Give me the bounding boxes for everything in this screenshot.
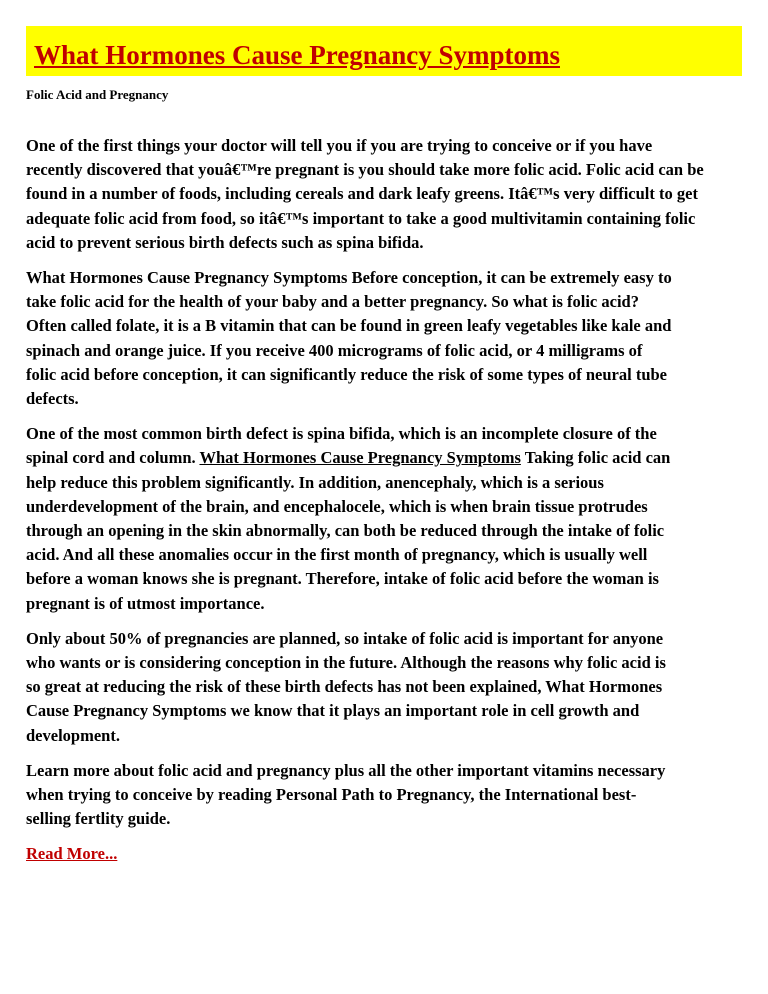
paragraph-5 [26,759,766,832]
text-line: defects. [26,389,79,409]
text-line: Only about 50% of pregnancies are planned, so intake of folic acid is important for anyone [26,628,664,648]
text-line: folic acid before conception, it can significantly reduce the risk of some types of neural tube [26,364,667,384]
text-line: selling fertlity guide. [26,809,171,829]
text-line: help reduce this problem significantly. In addition, anencephaly, which is a serious [26,472,604,492]
paragraph-3 [26,422,766,616]
text-line: found in a number of foods, including cereals and dark leafy greens. Itâ€™s very difficult to get [26,184,698,204]
text-line: Often called folate, it is a B vitamin that can be found in green leafy vegetables like kale and [26,316,672,336]
text-line: underdevelopment of the brain, and encephalocele, which is when brain tissue protrudes [26,496,648,516]
text-line: recently discovered that youâ€™re pregnant is you should take more folic acid. Folic acid can be [26,160,704,180]
text-line: development. [26,725,120,745]
text-line: when trying to conceive by reading Personal Path to Pregnancy, the International best- [26,785,637,805]
text-line-with-link [26,446,766,470]
text-line: take folic acid for the health of your baby and a better pregnancy. So what is folic acid? [26,292,639,312]
text-line: so great at reducing the risk of these birth defects has not been explained, What Hormones [26,677,663,697]
paragraph-1 [26,134,766,255]
text-segment: Taking folic acid can [520,448,671,468]
text-line: One of the first things your doctor will tell you if you are trying to conceive or if you have [26,136,653,155]
text-line: spinach and orange juice. If you receive 400 micrograms of folic acid, or 4 milligrams of [26,340,643,360]
inline-title-link[interactable]: What Hormones Cause Pregnancy Symptoms [199,448,521,468]
text-line: who wants or is considering conception in the future. Although the reasons why folic acid is [26,653,666,673]
text-segment: spinal cord and column. [26,448,200,468]
title-banner [26,26,742,76]
subtitle: Folic Acid and Pregnancy [26,87,169,102]
text-line: acid. And all these anomalies occur in the first month of pregnancy, which is usually well [26,545,648,565]
read-more-link[interactable]: Read More... [26,844,118,864]
text-line: through an opening in the skin abnormally, can both be reduced through the intake of folic [26,521,665,541]
text-line: Learn more about folic acid and pregnancy plus all the other important vitamins necessary [26,760,666,780]
text-line: before a woman knows she is pregnant. Therefore, intake of folic acid before the woman is [26,569,659,589]
text-line: acid to prevent serious birth defects such as spina bifida. [26,232,424,252]
text-line: What Hormones Cause Pregnancy Symptoms Before conception, it can be extremely easy to [26,268,672,288]
text-line: Cause Pregnancy Symptoms we know that it plays an important role in cell growth and [26,701,640,721]
page-title[interactable]: What Hormones Cause Pregnancy Symptoms [34,40,560,70]
paragraph-2 [26,266,766,411]
text-line: One of the most common birth defect is spina bifida, which is an incomplete closure of the [26,424,657,444]
paragraph-4 [26,627,766,748]
text-line: pregnant is of utmost importance. [26,593,265,613]
text-line: adequate folic acid from food, so itâ€™s important to take a good multivitamin containing folic [26,208,696,228]
article-body [26,134,766,866]
